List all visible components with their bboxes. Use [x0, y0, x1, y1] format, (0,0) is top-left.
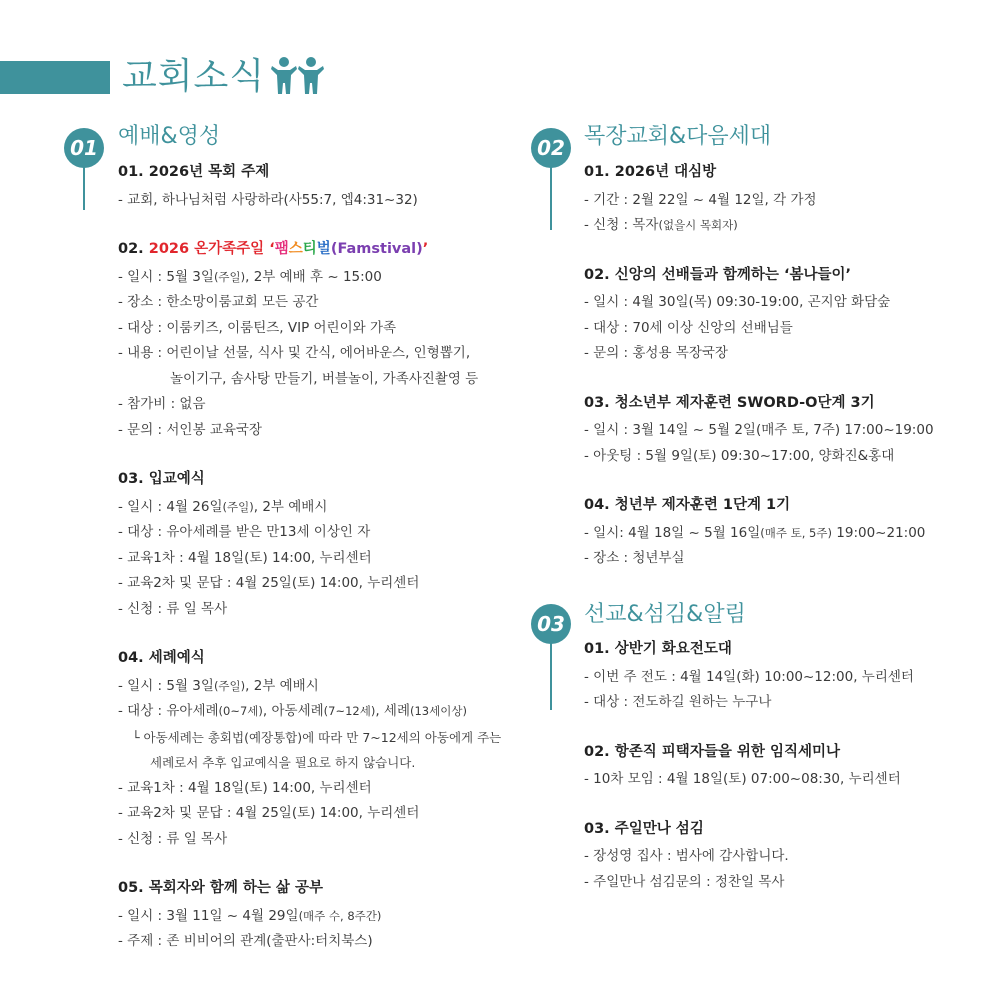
- item-line: [118, 265, 501, 291]
- item-line: - 신청 : 류 일 목사: [118, 600, 228, 617]
- section-1-badge: 01: [64, 128, 104, 168]
- item-line: [118, 699, 501, 725]
- item-line: - 대상 : 이룸키즈, 이룸틴즈, VIP 어린이와 가족: [118, 319, 397, 336]
- small-text: (매주 토, 5주): [760, 525, 832, 540]
- people-icon: [270, 56, 326, 100]
- text: , 2부 예배 후 ~ 15:00: [245, 268, 382, 285]
- header-accent-bar: [0, 61, 110, 94]
- item-line: - 10차 모임 : 4월 18일(토) 07:00~08:30, 누리센터: [584, 771, 901, 787]
- fam-english: (Famstival): [330, 241, 423, 257]
- item-line: - 이번 주 전도 : 4월 14일(화) 10:00~12:00, 누리센터: [584, 668, 914, 685]
- section-1-title: 예배&영성: [118, 124, 221, 149]
- section-2-title: 목장교회&다음세대: [584, 124, 772, 149]
- item-line: - 문의 : 홍성용 목장국장: [584, 345, 728, 361]
- item-line: - 대상 : 유아세례를 받은 만13세 이상인 자: [118, 524, 371, 540]
- item-note: 세례로서 추후 입교예식을 필요로 하지 않습니다.: [150, 755, 416, 770]
- item-line: - 일시 : 3월 14일 ~ 5월 2일(매주 토, 7주) 17:00~19:00: [584, 422, 934, 438]
- item-line: - 기간 : 2월 22일 ~ 4월 12일, 각 가정: [584, 191, 817, 208]
- item-line: [118, 674, 501, 700]
- title-prefix: 02.: [118, 241, 149, 257]
- small-text: (7~12세): [323, 704, 376, 718]
- fam-char: 스: [288, 241, 303, 257]
- section-3-badge: 03: [531, 604, 571, 644]
- item-line: - 대상 : 70세 이상 신앙의 선배님들: [584, 319, 793, 336]
- item-title: 04. 청년부 제자훈련 1단계 1기: [584, 497, 791, 513]
- item-line: - 교육2차 및 문답 : 4월 25일(토) 14:00, 누리센터: [118, 575, 420, 591]
- item-title: 03. 주일만나 섬김: [584, 820, 704, 837]
- fam-char: 벌: [316, 241, 331, 257]
- title-red: 2026 온가족주일 ‘: [148, 241, 275, 257]
- text: - 대상 : 유아세례: [118, 703, 219, 719]
- item-line: - 장소 : 청년부실: [584, 550, 685, 566]
- text: - 일시 : 4월 26일: [118, 498, 223, 515]
- item-line: [118, 495, 501, 521]
- small-text: (주일): [213, 269, 246, 284]
- text: 19:00~21:00: [831, 524, 926, 541]
- item-title: 05. 목회자와 함께 하는 삶 공부: [118, 880, 324, 896]
- item-line: - 장성영 집사 : 범사에 감사합니다.: [584, 848, 789, 864]
- text: , 2부 예배시: [253, 498, 328, 515]
- small-text: (없을시 목회자): [658, 218, 738, 232]
- item-title: 01. 2026년 목회 주제: [118, 164, 270, 180]
- item-line: - 대상 : 전도하길 원하는 누구나: [584, 694, 772, 710]
- item-line: 놀이기구, 솜사탕 만들기, 버블놀이, 가족사진촬영 등: [170, 370, 479, 387]
- item-line: - 내용 : 어린이날 선물, 식사 및 간식, 에어바운스, 인형뽑기,: [118, 345, 471, 361]
- item-title-famstival: [118, 237, 501, 263]
- page-title: 교회소식: [122, 56, 266, 97]
- text: , 2부 예배시: [245, 677, 319, 694]
- text: - 일시: 4월 18일 ~ 5월 16일: [584, 524, 761, 541]
- item-title: 01. 상반기 화요전도대: [584, 641, 732, 657]
- small-text: (0~7세): [218, 704, 263, 718]
- item-title: 01. 2026년 대심방: [584, 164, 717, 180]
- section-1-items: [118, 160, 501, 955]
- item-line: - 문의 : 서인봉 교육국장: [118, 421, 262, 438]
- item-line: - 참가비 : 없음: [118, 396, 206, 412]
- text: - 신청 : 목자: [584, 217, 659, 233]
- section-2-items: [584, 160, 934, 572]
- item-line: - 주일만나 섬김문의 : 정찬일 목사: [584, 873, 785, 890]
- text: - 일시 : 5월 3일: [118, 268, 214, 285]
- section-2-badge: 02: [531, 128, 571, 168]
- item-title: 02. 신앙의 선배들과 함께하는 ‘봄나들이’: [584, 266, 851, 283]
- item-title: 03. 입교예식: [118, 471, 205, 487]
- text: - 일시 : 3월 11일 ~ 4월 29일: [118, 907, 299, 924]
- item-line: [584, 213, 934, 239]
- fam-char: 티: [302, 241, 317, 257]
- section-3-items: [584, 637, 914, 895]
- item-title: 02. 항존직 피택자들을 위한 임직세미나: [584, 743, 840, 760]
- item-line: - 교회, 하나님처럼 사랑하라(사55:7, 엡4:31~32): [118, 191, 418, 208]
- small-text: (주일): [222, 499, 254, 514]
- item-line: - 신청 : 류 일 목사: [118, 830, 228, 847]
- small-text: (주일): [213, 678, 246, 693]
- item-line: - 교육1차 : 4월 18일(토) 14:00, 누리센터: [118, 549, 372, 566]
- item-line: - 아웃팅 : 5월 9일(토) 09:30~17:00, 양화진&홍대: [584, 447, 895, 464]
- item-line: [118, 904, 501, 930]
- item-line: - 주제 : 존 비비어의 관계(출판사:터치북스): [118, 933, 373, 949]
- text: , 세례: [375, 703, 410, 719]
- title-suffix: ’: [422, 241, 429, 257]
- small-text: (매주 수, 8주간): [298, 908, 382, 923]
- item-line: [584, 521, 934, 547]
- item-line: - 일시 : 4월 30일(목) 09:30-19:00, 곤지암 화담숲: [584, 294, 891, 310]
- small-text: (13세이상): [410, 704, 467, 718]
- text: , 아동세례: [262, 703, 324, 719]
- text: - 일시 : 5월 3일: [118, 677, 214, 694]
- fam-char: 팸: [274, 241, 289, 257]
- item-line: - 장소 : 한소망이룸교회 모든 공간: [118, 294, 319, 310]
- item-line: - 교육1차 : 4월 18일(토) 14:00, 누리센터: [118, 779, 372, 796]
- item-note: └ 아동세례는 총회법(예장통합)에 따라 만 7~12세의 아동에게 주는: [132, 729, 502, 745]
- item-title: 04. 세례예식: [118, 650, 205, 666]
- section-3-title: 선교&섬김&알림: [584, 602, 746, 627]
- item-title: 03. 청소년부 제자훈련 SWORD-O단계 3기: [584, 394, 875, 411]
- item-line: - 교육2차 및 문답 : 4월 25일(토) 14:00, 누리센터: [118, 805, 420, 821]
